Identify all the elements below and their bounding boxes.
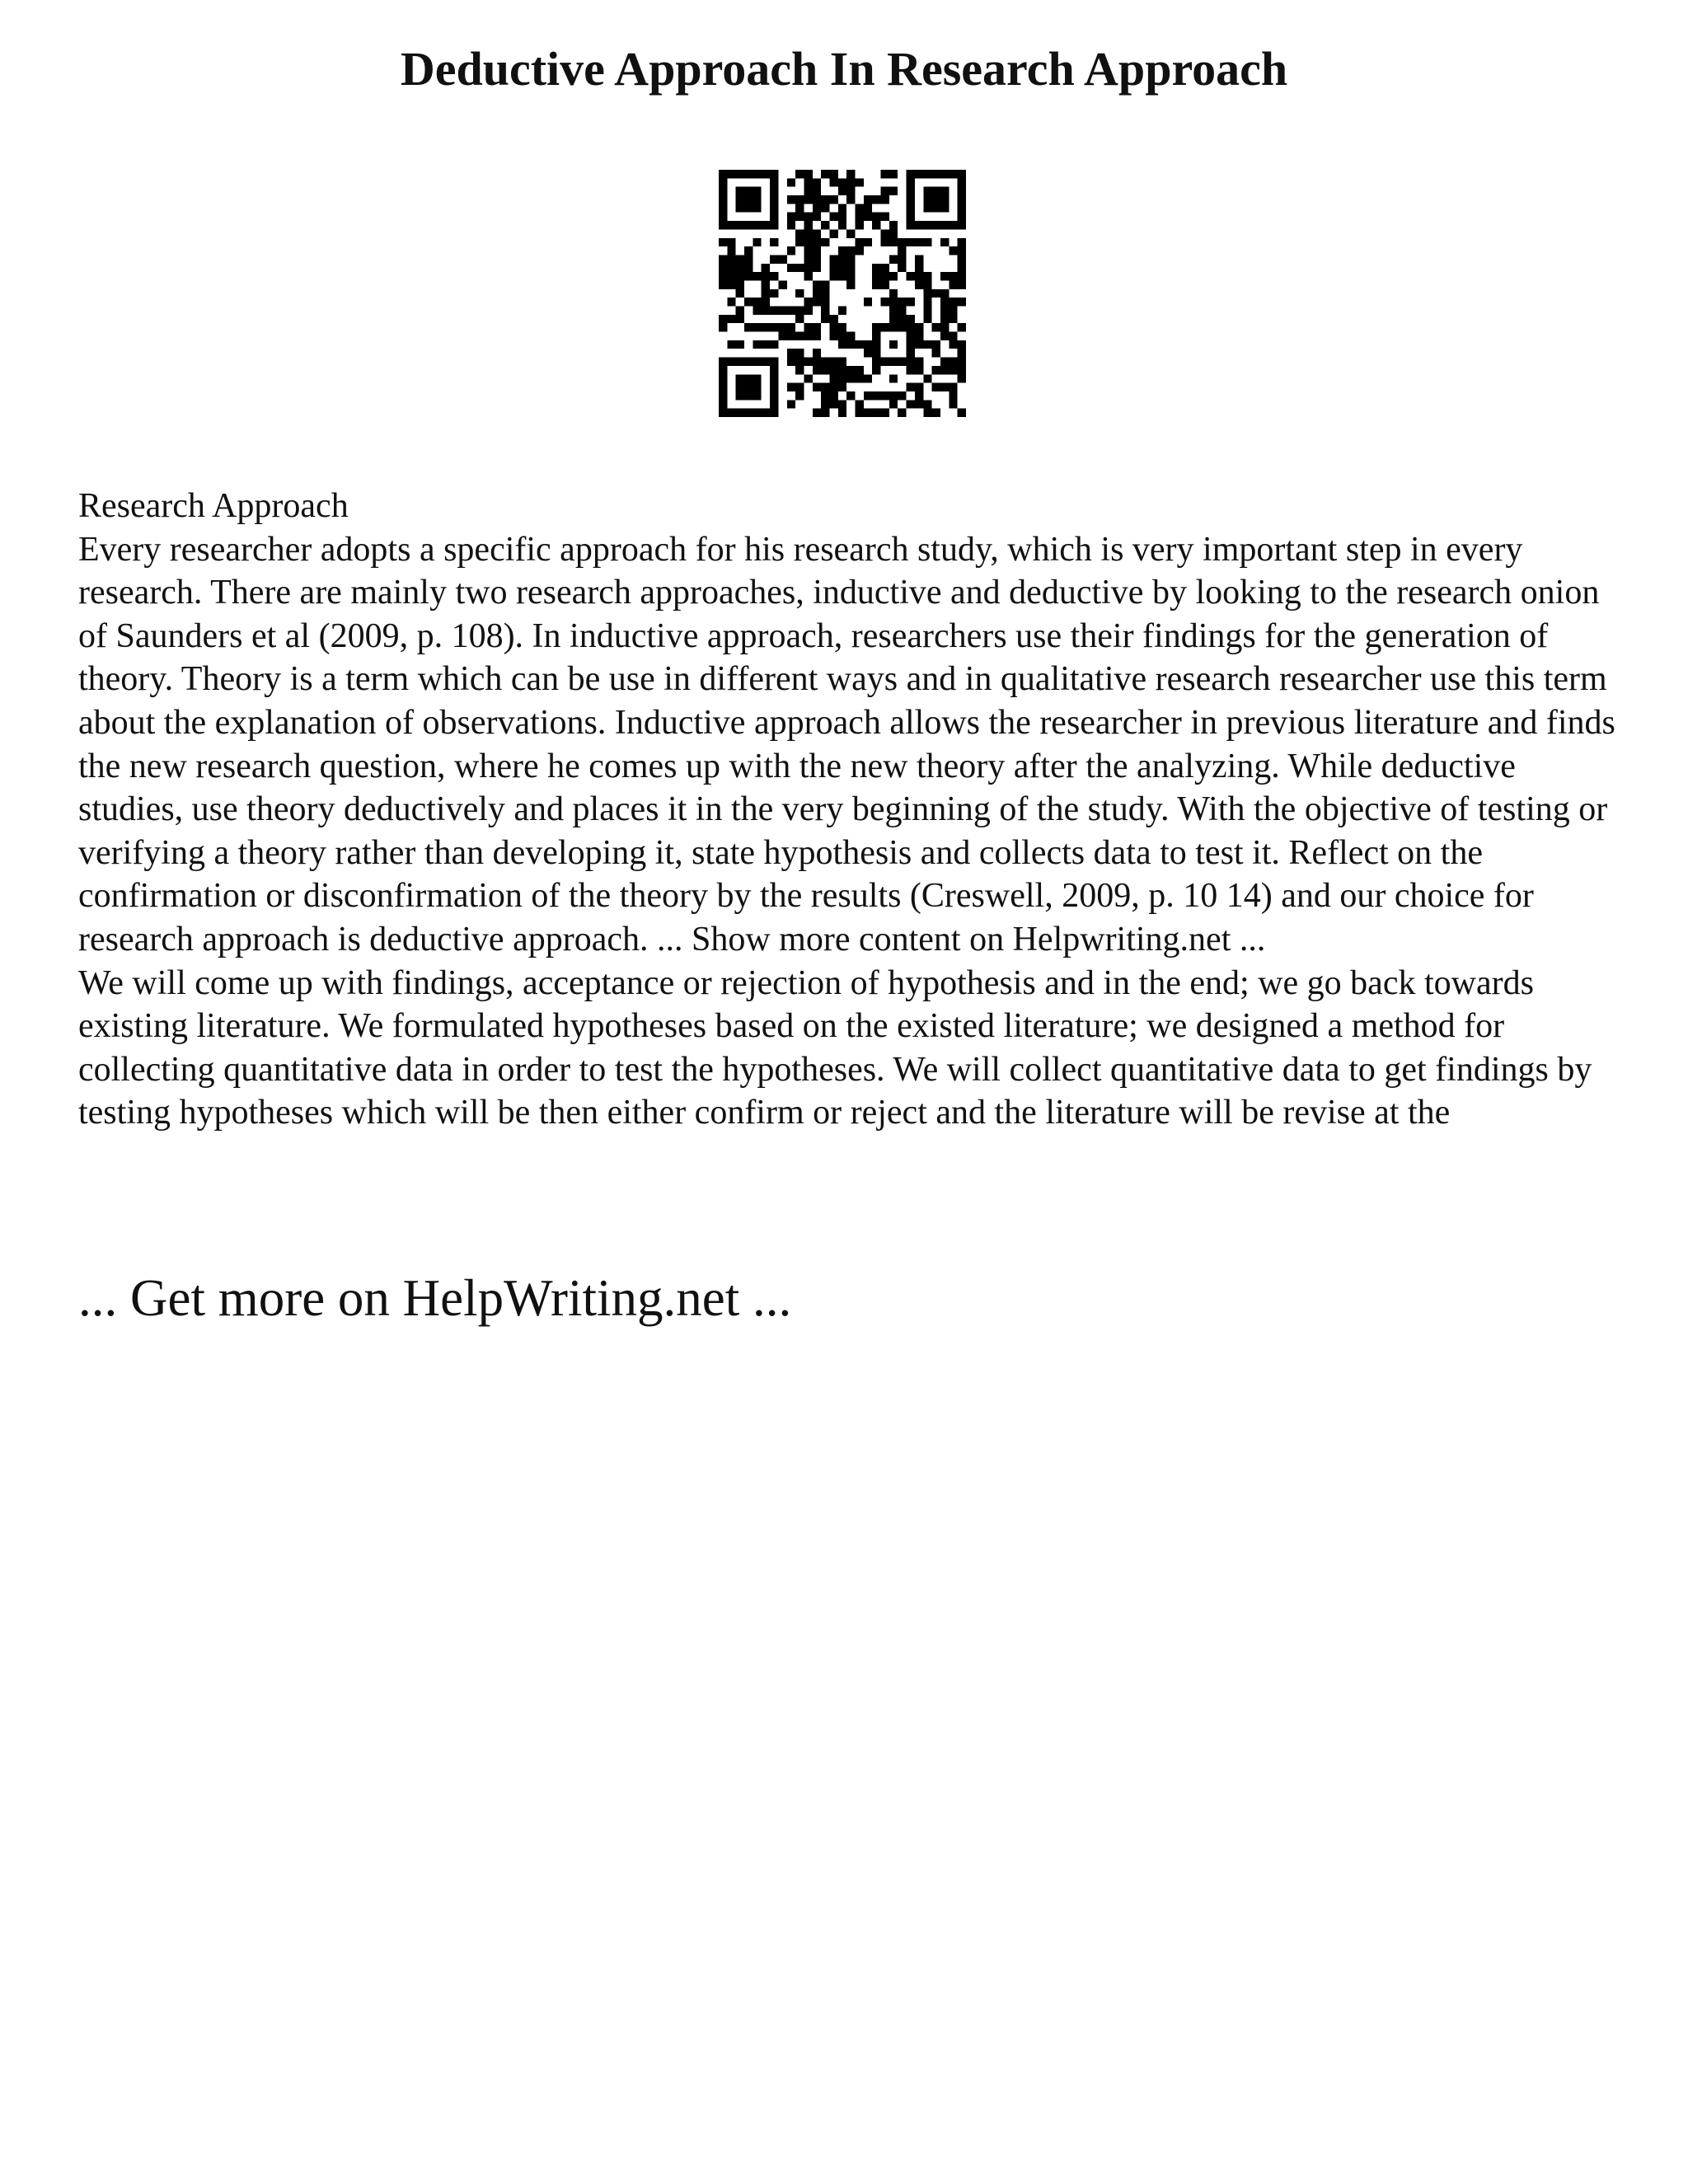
page-title: Deductive Approach In Research Approach xyxy=(400,42,1288,96)
paragraph-2: We will come up with findings, acceptance or rejection of hypothesis and in the end; we go back towards existing literature. We formulated hypotheses based on the existed literature; we designed a method for collecting quantitative data in order to test the hypotheses. We will collect quantitative data to get findings by testing hypotheses which will be then either confirm or reject and the literature will be revise at the xyxy=(78,963,1592,1132)
article-body xyxy=(78,485,1628,1135)
section-heading: Research Approach xyxy=(78,487,349,525)
qr-code-icon xyxy=(719,170,966,417)
get-more-link[interactable]: ... Get more on HelpWriting.net ... xyxy=(78,1269,792,1327)
paragraph-1: Every researcher adopts a specific approach for his research study, which is very important step in every research. There are mainly two research approaches, inductive and deductive by looking to the research onion of Saunders et al (2009, p. 108). In inductive approach, researchers use their findings for the generation of theory. Theory is a term which can be use in different ways and in qualitative research researcher use this term about the explanation of observations. Inductive approach allows the researcher in previous literature and finds the new research question, where he comes up with the new theory after the analyzing. While deductive studies, use theory deductively and places it in the very beginning of the study. With the objective of testing or verifying a theory rather than developing it, state hypothesis and collects data to test it. Reflect on the confirmation or disconfirmation of the theory by the results (Creswell, 2009, p. 10 14) and our choice for research approach is deductive approach. ... Show more content on Helpwriting.net ... xyxy=(78,530,1615,958)
